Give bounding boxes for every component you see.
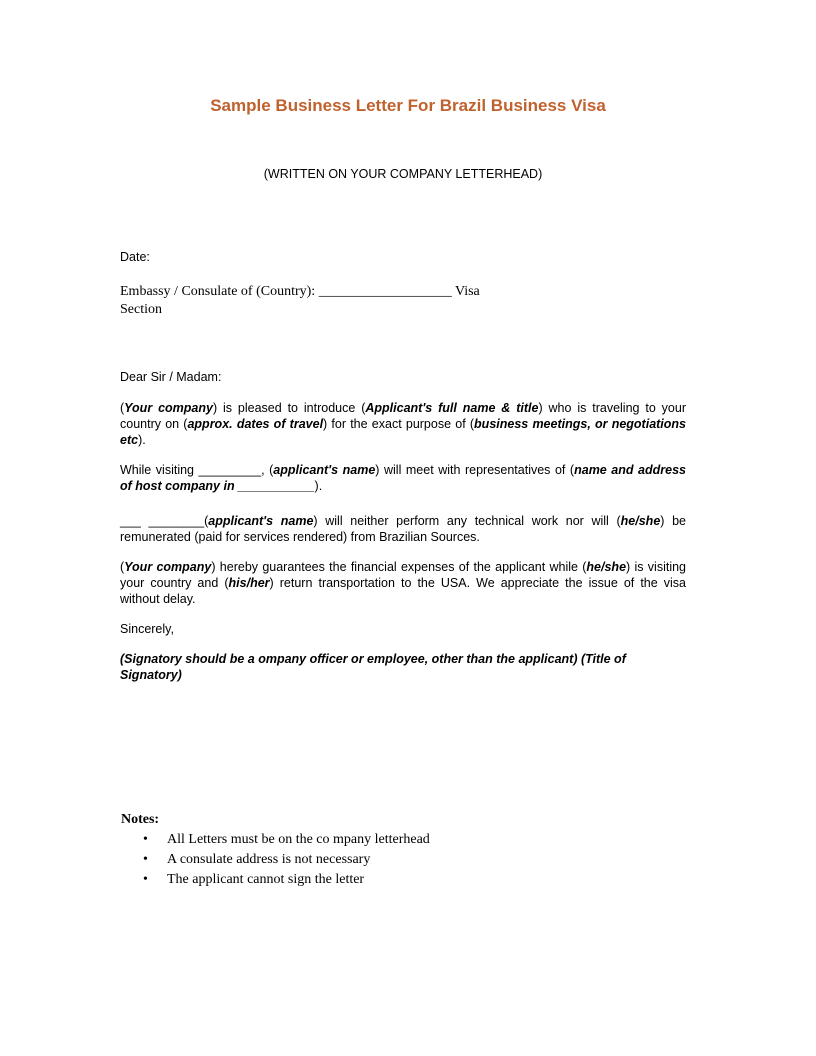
para1-text-open: ( bbox=[120, 401, 125, 415]
notes-list bbox=[121, 830, 521, 890]
para1-dates: approx. dates of travel bbox=[187, 417, 324, 431]
para4-text-2: ) is visiting your country and ( bbox=[120, 560, 687, 590]
bullet-icon: • bbox=[143, 832, 148, 847]
para2-applicant: applicant's name bbox=[273, 463, 376, 477]
para3-text-2: ) will neither perform any technical work nor will ( bbox=[313, 514, 621, 528]
paragraph-visit bbox=[120, 462, 686, 494]
para2-text-1: While visiting _________, ( bbox=[120, 463, 274, 477]
note-text: The applicant cannot sign the letter bbox=[167, 872, 365, 887]
para1-company: Your company bbox=[124, 401, 213, 415]
bullet-icon: • bbox=[143, 852, 148, 867]
greeting: Dear Sir / Madam: bbox=[120, 370, 222, 384]
para3-applicant: applicant's name bbox=[208, 514, 314, 528]
para2-text-3: ). bbox=[314, 479, 323, 493]
para1-purpose: business meetings, or negotiations etc bbox=[120, 417, 686, 447]
signatory-note: (Signatory should be a ompany officer or employee, other than the applicant) (Title of Signatory) bbox=[120, 652, 626, 682]
para2-host: name and address of host company in ___________ bbox=[120, 463, 687, 493]
para1-applicant: Applicant's full name & title bbox=[365, 401, 539, 415]
para4-text-3: ) return transportation to the USA. We appreciate the issue of the visa without delay. bbox=[120, 576, 687, 606]
list-item bbox=[121, 830, 521, 850]
para4-text-1: ) hereby guarantees the financial expenses of the applicant while ( bbox=[211, 560, 587, 574]
embassy-blank: ___________________ bbox=[318, 284, 452, 299]
para3-text-3: ) be remunerated (paid for services rendered) from Brazilian Sources. bbox=[120, 514, 687, 544]
para4-text-open: ( bbox=[120, 560, 125, 574]
embassy-line bbox=[120, 283, 500, 319]
para2-text-2: ) will meet with representatives of ( bbox=[375, 463, 575, 477]
para3-text-1: ___ ________( bbox=[120, 514, 209, 528]
embassy-prefix: Embassy / Consulate of (Country): bbox=[120, 284, 319, 299]
para4-company: Your company bbox=[124, 560, 212, 574]
list-item bbox=[121, 850, 521, 870]
notes-heading: Notes: bbox=[121, 812, 160, 827]
para1-text-4: ). bbox=[138, 433, 146, 447]
bullet-icon: • bbox=[143, 872, 148, 887]
para1-text-1: ) is pleased to introduce ( bbox=[212, 401, 366, 415]
note-text: A consulate address is not necessary bbox=[167, 852, 371, 867]
document-title: Sample Business Letter For Brazil Business Visa bbox=[210, 96, 606, 115]
para4-pronoun-2: his/her bbox=[228, 576, 270, 590]
paragraph-guarantee bbox=[120, 559, 686, 607]
paragraph-introduction bbox=[120, 400, 686, 448]
list-item bbox=[121, 870, 521, 890]
closing: Sincerely, bbox=[120, 622, 174, 636]
note-text: All Letters must be on the co mpany letterhead bbox=[167, 832, 430, 847]
date-label: Date: bbox=[120, 250, 150, 264]
para1-text-3: ) for the exact purpose of ( bbox=[323, 417, 475, 431]
embassy-suffix: Visa Section bbox=[120, 284, 480, 317]
paragraph-no-work bbox=[120, 513, 686, 545]
para1-text-2: ) who is traveling to your country on ( bbox=[120, 401, 686, 431]
para3-pronoun: he/she bbox=[620, 514, 661, 528]
para4-pronoun-1: he/she bbox=[586, 560, 627, 574]
letterhead-note: (WRITTEN ON YOUR COMPANY LETTERHEAD) bbox=[263, 167, 543, 181]
